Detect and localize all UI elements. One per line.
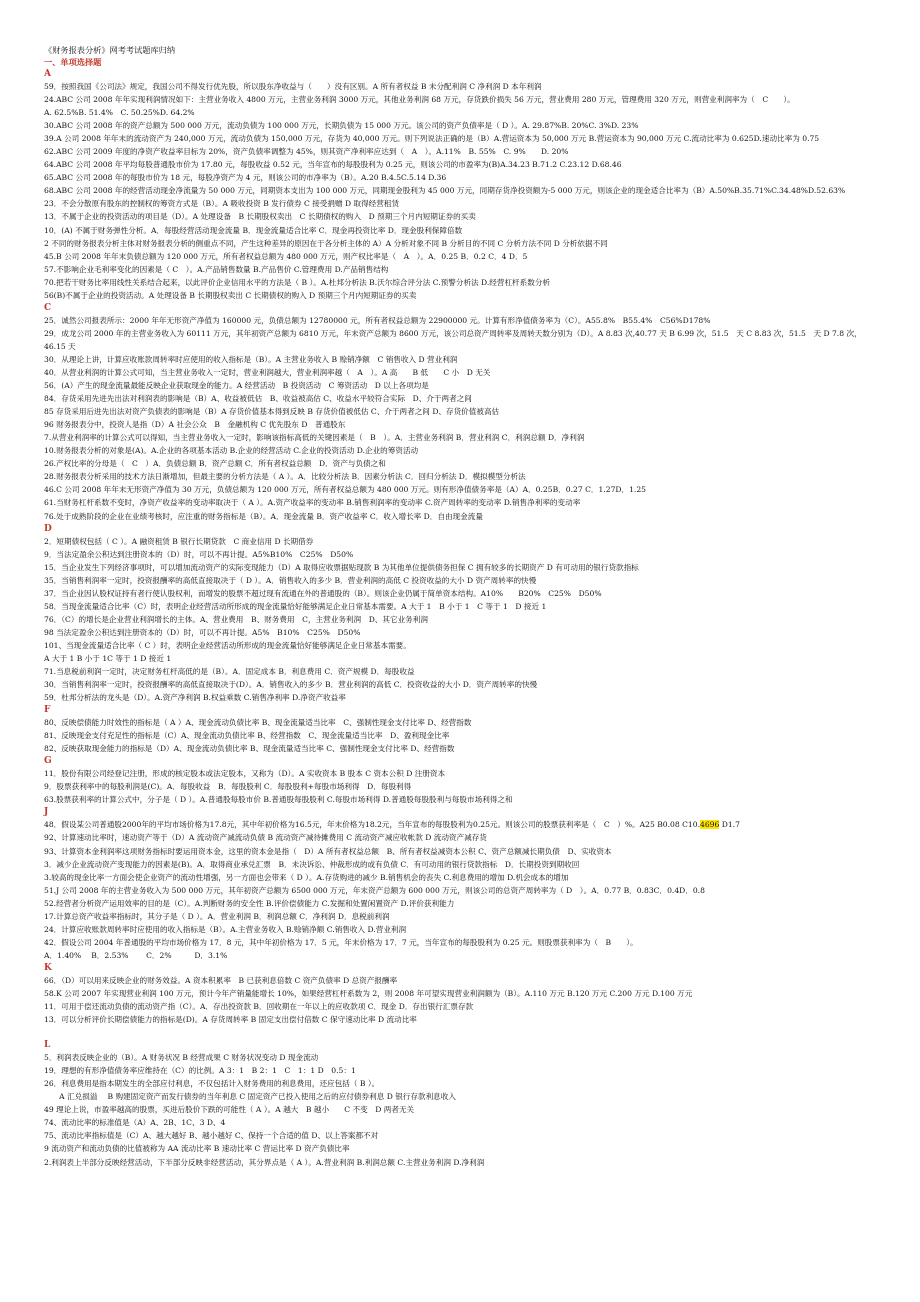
question-line: 64.ABC 公司 2008 年平均每股普通股市价为 17.80 元，每股收益 0.52 元，当年宣布的每股股利为 0.25 元，则该公司的市盈率为(B)A.34.23 B.71.2 C.23.12 D.68.46: [44, 160, 622, 170]
question-line: 9．股票获利率中的每股利润是(C)。A．每股收益 B．每股股利 C．每股股利+每股市场利得 D．每股利得: [44, 782, 412, 792]
document-page: [44, 0, 904, 1169]
question-line: 39.A 公司 2008 年年末的流动资产为 240,000 万元，流动负债为 150,000 万元，存货为 40,000 万元。则下列说法正确的是（B）A.营运资本为 50,000 万元 B.营运资本为 90,000 万元 C.流动比率为 0.625D.速动比率为 0.75: [44, 134, 820, 144]
question-line: 48．假设某公司普通股2000年的平均市场价格为17.8元，其中年初价格为16.5元，年末价格为18.2元，当年宣布的每股股利为0.25元。则该公司的股票获利率是（ C ）%。A25 B0.08 C10.4696 D1.7: [44, 820, 740, 830]
question-line: A．1.40% B．2.53% C．2% D．3.1%: [44, 950, 228, 960]
question-line: 51.J 公司 2008 年的主营业务收入为 500 000 万元，其年初资产总额为 6500 000 万元，年末资产总额为 600 000 万元，则该公司的总资产周转率为（ D ）。A．0.77 B．0.83C．0.4D．0.8: [44, 885, 705, 895]
group-letter-D: D: [44, 523, 52, 534]
question-line: 71.当息税前利润一定时，决定财务杠杆高低的是（B）。A．固定成本 B．利息费用 C．资产规模 D．每股收益: [44, 667, 415, 677]
question-line: 66．（D）可以用来反映企业的财务效益。A 资本积累率 B 已获利息倍数 C 资产负债率 D 总资产报酬率: [44, 975, 398, 985]
section-title: 一、单项选择题: [44, 57, 102, 67]
question-line: 82、反映获取现金能力的指标是（D）A、现金流动负债比率 B、现金流量适当比率 C、强制性现金支付比率 D、经营指数: [44, 744, 455, 754]
question-line: 3．减少企业流动资产变现能力的因素是(B)。A．取得商业承兑汇票 B．未决诉讼、仲裁形成的或有负债 C．有可动用的银行贷款指标 D．长期投资到期收回: [44, 859, 580, 869]
question-line: 63.股票获利率的计算公式中，分子是（ D ）。A.普通股每股市价 B.普通股每股股利 C.每股市场利得 D.普通股每股股利与每股市场利得之和: [44, 795, 513, 805]
question-line: 9．当法定盈余公积达到注册资本的（D）时，可以不再计提。A5%B10% C25% D50%: [44, 549, 354, 559]
question-line: 56．(A）产生的现金流量最能反映企业获取现金的能力。A 经营活动 B 投资活动 C 筹资活动 D 以上各项均是: [44, 381, 429, 391]
question-line: 28.财务报表分析采用的技术方法日渐增加，但最主要的分析方法是（ A ）。A．比较分析法 B．因素分析法 C．回归分析法 D．模拟模型分析法: [44, 472, 526, 482]
question-line: 76．（C）的增长是企业营业利润增长的主体。A、营业费用 B、财务费用 C，主营业务利润 D、其它业务利润: [44, 614, 428, 624]
question-line: 101、当现金流量适合比率（ C ）时，表明企业经营活动所形成的现金流量恰好能够满足企业日常基本需要。: [44, 640, 411, 650]
question-line: 65.ABC 公司 2008 年的每股市价为 18 元，每股净资产为 4 元，则该公司的市净率为（B）。A.20 B.4.5C.5.14 D.36: [44, 173, 447, 183]
question-line: 30．从理论上讲，计算应收账款周转率时应使用的收入指标是（B）。A 主营业务收入 B 赊销净额 C 销售收入 D 营业利润: [44, 354, 458, 364]
question-line: 74、流动比率的标准值是（A）A、2B、1C、3 D、4: [44, 1118, 226, 1128]
question-line: 46.15 天: [44, 341, 76, 351]
question-line: 59．杜邦分析法的龙头是（D）。A.资产净利润 B.权益乘数 C.销售净利率 D.净资产收益率: [44, 693, 346, 703]
question-line: 61.当财务杠杆系数不变时，净资产收益率的变动率取决于（ A ）。A.资产收益率的变动率 B.销售利润率的变动率 C.资产周转率的变动率 D.销售净利率的变动率: [44, 498, 581, 508]
question-line: 3.较高的现金比率一方面会使企业资产的流动性增强，另一方面也会带来（ D ）。A.存货购进的减少 B.销售机会的丧失 C.利息费用的增加 D.机会成本的增加: [44, 872, 569, 882]
question-line: 85 存货采用后进先出法对资产负债表的影响是（B）A 存货价值基本得到反映 B 存货价值被低估 C、介于两者之间 D、存货价值被高估: [44, 407, 500, 417]
group-letter-K: K: [44, 962, 52, 973]
question-line: 13．不属于企业的投资活动的项目是（D）。A 处理设备 B 长期股权卖出 C 长期债权的购入 D 预期三个月内短期证券的买卖: [44, 212, 476, 222]
question-line: 46.C 公司 2008 年年末无形资产净值为 30 万元，负债总额为 120 000 万元，所有者权益总额为 480 000 万元。则有形净值债务率是（A）A．0.25B．0.27 C．1.27D．1.25: [44, 485, 646, 495]
question-line: 57.不影响企业毛利率变化的因素是（ C ）。A.产品销售数量 B.产品售价 C.管理费用 D.产品销售结构: [44, 264, 389, 274]
question-line: 11．可用于偿还流动负债的流动资产指（C）。A．存出投资款 B．回收期在一年以上的应收款项 C．现金 D．存出银行汇票存款: [44, 1002, 474, 1012]
question-line: 80、反映偿债能力时效性的指标是（ A ）A、现金流动负债比率 B、现金流量适当比率 C、强制性现金支付比率 D、经营指数: [44, 718, 472, 728]
spacer: [44, 1026, 904, 1039]
question-line: 30．当销售利润率一定时，投资报酬率的高低直接取决于(D）。A．销售收入的多少 B．营业利润的高低 C．投资收益的大小 D．资产周转率的快慢: [44, 680, 538, 690]
question-line: 42．假设公司 2004 年普通股的平均市场价格为 17．8 元，其中年初价格为 17．5 元，年末价格为 17．7 元，当年宣布的每股股利为 0.25 元。则股票获利率为（ B ）。: [44, 937, 638, 947]
question-line: 40．从营业利润的计算公式可知，当主营业务收入一定时，营业利润越大，营业利润率越（ A ）。A 高 B 低 C 小 D 无关: [44, 367, 491, 377]
question-line: 35．当销售利润率一定时，投资报酬率的高低直接取决于（ D ）。A．销售收入的多少 B．营业利润的高低 C 投资收益的大小 D 资产周转率的快慢: [44, 575, 537, 585]
group-letter-C: C: [44, 302, 52, 313]
question-line: A. 62.5%B. 51.4% C. 50.25%D. 64.2%: [44, 108, 195, 118]
question-line: 9 流动资产和流动负债的比值被称为 AA 流动比率 B 速动比率 C 营运比率 D 资产负债比率: [44, 1144, 350, 1154]
question-line: 70.把若干财务比率用线性关系结合起来，以此评价企业信用水平的方法是（ B ）。A.杜邦分析法 B.沃尔综合评分法 C.预警分析法 D.经营杠杆系数分析: [44, 277, 551, 287]
question-line: 19．理想的有形净值债务率应维持在（C）的比例。A 3：1 B 2：1 C 1：1 D 0.5：1: [44, 1066, 356, 1076]
question-line: 10．(A) 不属于财务弹性分析。A．每股经营活动现金流量 B．现金流量适合比率 C．现金再投资比率 D．现金股利保障倍数: [44, 225, 463, 235]
question-line: 24．计算应收账款周转率时应使用的收入指标是（B）。A.主营业务收入 B.赊销净额 C.销售收入 D.营业利润: [44, 924, 407, 934]
group-letter-A: A: [44, 69, 51, 79]
doc-title: 《财务报表分析》网考考试题库归纳: [44, 45, 176, 55]
question-line: 2 不同的财务报表分析主体对财务报表分析的侧重点不同，产生这种差异的原因在于各分析主体的 A）A 分析对象不同 B 分析目的不同 C 分析方法不同 D 分析依据不同: [44, 238, 608, 248]
question-line: 10.财务报表分析的对象是(A)。A.企业的各项基本活动 B.企业的经营活动 C.企业的投资活动 D.企业的筹资活动: [44, 446, 419, 456]
question-line: 59．按照我国《公司法》规定，我国公司不得发行优先股，所以股东净收益与（ ）没有区别。A 所有者权益 B 未分配利润 C 净利润 D 本年利润: [44, 82, 542, 91]
question-line: A 大于 1 B 小于 1C 等于 1 D 接近 1: [44, 653, 172, 663]
group-letter-J: J: [44, 807, 49, 818]
question-line: 98 当法定盈余公积达到注册资本的（D）时，可以不再计提。A5% B10% C25% D50%: [44, 627, 361, 637]
highlight: 4696: [700, 820, 720, 830]
question-line: 58．当现金流量适合比率（C）时，表明企业经营活动所形成的现金流量恰好能够满足企业日常基本需要。A 大于 1 B 小于 1 C 等于 1 D 接近 1: [44, 601, 547, 611]
question-line: 7.从营业利润率的计算公式可以得知，当主营业务收入一定时，影响该指标高低的关键因素是（ B ）。A．主营业务利润 B．营业利润 C．利润总额 D．净利润: [44, 433, 585, 443]
question-line: 23．不会分散原有股东的控制权的筹资方式是（B）。A 吸收投资 B 发行债券 C 接受捐赠 D 取得经营租赁: [44, 199, 400, 209]
question-line: 49 理论上说，市盈率越高的股票，买进后股价下跌的可能性（ A ）。A 越大 B 越小 C 不变 D 两者无关: [44, 1105, 415, 1115]
question-line: 29．成龙公司 2000 年的主营业务收入为 60111 万元，其年初资产总额为 6810 万元，年末资产总额为 8600 万元，该公司总资产周转率及周转天数分别为（D）。A 8.83 次,40.77 天 B 6.99 次，51.5 天 C 8.83 次，51.5 天 D 7.8 次，: [44, 328, 862, 338]
question-line: 37．当企业因认股权证持有者行使认股权利，而增发的股票不超过现有流通在外的普通股的（B）。则该企业仍属于简单资本结构。A10% B20% C25% D50%: [44, 588, 602, 598]
question-line: 17.计算总资产收益率指标时，其分子是（ D ）。A．营业利润 B．利润总额 C．净利润 D．息税前利润: [44, 911, 390, 921]
group-letter-L: L: [44, 1040, 51, 1051]
group-letter-F: F: [44, 705, 51, 716]
question-line: 52.经营者分析资产运用效率的目的是（C）。A.判断财务的安全性 B.评价偿债能力 C.发掘和处置闲置资产 D.评价获利能力: [44, 898, 455, 908]
question-line: 26.产权比率的分母是（ C ）A．负债总额 B．资产总额 C．所有者权益总额 D．资产与负债之和: [44, 459, 386, 469]
question-line: 68.ABC 公司 2008 年的经营活动现金净流量为 50 000 万元，同期资本支出为 100 000 万元，同期现金股利为 45 000 万元，同期存货净投资额为-5 000 万元，则该企业的现金适合比率为（B）A.50%B.35.71%C.34.48%D.52.63%: [44, 186, 846, 196]
question-line: 26．利息费用是指本期发生的全部应付利息，不仅包括计入财务费用的利息费用，还应包括（ B ）。: [44, 1079, 380, 1089]
question-line: 30.ABC 公司 2008 年的资产总额为 500 000 万元，流动负债为 100 000 万元，长期负债为 15 000 万元。该公司的资产负债率是（ D ）。A. 29.87%B. 20%C. 3%D. 23%: [44, 121, 639, 131]
question-line: 2．短期债权包括（ C ）。A 融资租赁 B 银行长期贷款 C 商业信用 D 长期借券: [44, 536, 314, 546]
question-line: 93、计算资本金利润率这项财务指标时要运用资本金，这里的资本金是指（ D）A 所有者权益总额 B、所有者权益减资本公积 C、资产总额减长期负债 D、实收资本: [44, 846, 612, 856]
question-line: 2.利润表上半部分反映经营活动，下半部分反映非经营活动，其分界点是（ A ）。A.营业利润 B.利润总额 C.主营业务利润 D.净利润: [44, 1157, 485, 1167]
question-line: 81、反映现金支付充足性的指标是（C）A、现金流动负债比率 B、经营指数 C、现金流量适当比率 D、盈利现金比率: [44, 731, 450, 741]
question-line: 24.ABC 公司 2008 年年实现利润情况如下：主营业务收入 4800 万元，主营业务利润 3000 万元，其他业务利润 68 万元，存货跌价损失 56 万元，营业费用 280 万元，管理费用 320 万元，则营业利润率为（ C ）。: [44, 95, 795, 105]
question-line: 84．存货采用先进先出法对利润表的影响是（B）A、收益被低估 B、收益被高估 C、收益水平较符合实际 D、介于两者之间: [44, 394, 472, 404]
question-line: 75、流动比率指标值是（C）A、越大越好 B、越小越好 C、保持一个合适的值 D、以上答案都不对: [44, 1131, 379, 1141]
group-letter-G: G: [44, 756, 52, 767]
question-line: 11．股份有限公司经登记注册，形成的核定股本或法定股本，又称为（D）。A 实收资本 B 股本 C 资本公积 D 注册资本: [44, 769, 446, 779]
question-line: 92、计算速动比率时，速动资产等于（D）A 流动资产减流动负债 B 流动资产减待摊费用 C 流动资产减应收帐款 D 流动资产减存货: [44, 833, 487, 843]
question-line: 96 财务报表分中，投资人是指（D）A 社会公众 B 金融机构 C 优先股东 D 普通股东: [44, 420, 346, 430]
question-line: 5．利润表反映企业的（B）。A 财务状况 B 经营成果 C 财务状况变动 D 现金流动: [44, 1053, 319, 1063]
question-line: 13．可以分析评价长期偿债能力的指标是(D)。A 存货周转率 B 固定支出偿付倍数 C 保守速动比率 D 流动比率: [44, 1015, 417, 1025]
question-line: 62.ABC 公司 2009 年度的净资产收益率目标为 20%，资产负债率调整为 45%，则其资产净利率应达到（ A ）。A.11% B. 55% C. 9% D. 20%: [44, 147, 569, 157]
question-line: 15．当企业发生下列经济事项时，可以增加流动资产的实际变现能力（D）A 取得应收票据贴现款 B 为其他单位提供债务担保 C 拥有较多的长期资产 D 有可动用的银行贷款指标: [44, 562, 639, 572]
question-line: 45.B 公司 2008 年年末负债总额为 120 000 万元，所有者权益总额为 480 000 万元，则产权比率是（ A ）。A．0.25 B．0.2 C．4 D．5: [44, 251, 528, 261]
question-line: 56(B)不属于企业的投资活动。A 处理设备 B 长期股权卖出 C 长期债权的购入 D 预期三个月内短期证券的买卖: [44, 290, 417, 300]
question-line: 58.K 公司 2007 年实现营业利润 100 万元，预计今年产销量能增长 10%，如果经营杠杆系数为 2，则 2008 年可望实现营业利润额为（B）。A.110 万元 B.120 万元 C.200 万元 D.100 万元: [44, 989, 693, 998]
question-line: A 汇兑损溢 B 购建固定资产而发行债券的当年利息 C 固定资产已投入使用之后的应付债券利息 D 银行存款利息收入: [44, 1092, 456, 1102]
question-line: 25．诚然公司报表所示：2000 年年无形资产净值为 160000 元，负债总额为 12780000 元，所有者权益总额为 22900000 元。计算有形净值债务率为（C）。A55.8% B55.4% C56%D178%: [44, 315, 711, 325]
question-line: 76.处于成熟阶段的企业在业绩考核时，应注重的财务指标是（B）。A．现金流量 B．资产收益率 C．收入增长率 D．自由现金流量: [44, 511, 483, 521]
